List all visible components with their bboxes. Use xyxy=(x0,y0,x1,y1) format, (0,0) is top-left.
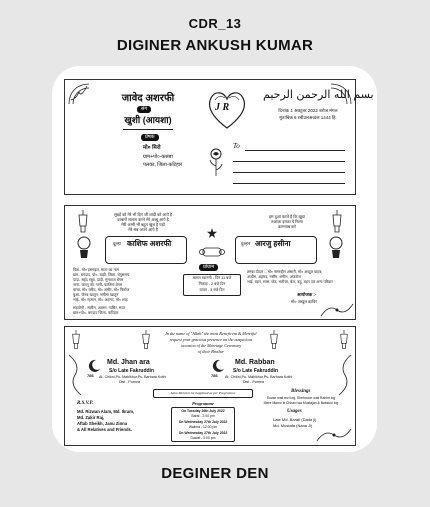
verse-line: मेरे सब अपने आये है xyxy=(128,227,158,232)
address-line: At- Chikni,Po- Mahikhur,Ps- Barhara Kothi xyxy=(99,375,167,379)
groom-name: Md. Jhan ara xyxy=(107,359,150,366)
verse-line: सुबहें को मेरे भी दिन जी शादी को आये है xyxy=(113,212,173,217)
design-code: CDR_13 xyxy=(188,16,242,31)
program-label: Programme xyxy=(192,401,214,406)
verse-line: कामयाब करे xyxy=(278,224,296,229)
detail-line: चाचा- मो० रसीद, मो० अमीर, मो० फिरोज xyxy=(73,288,130,292)
detail-line: तमन्ना दीदार :- मो० नसरुद्दीन अंसारी, मो० अब्दुल वाहब, xyxy=(247,270,323,274)
rsvp-label: R.S.V.P. xyxy=(77,401,94,406)
detail-line: नाना- कल्लू जी, नानी- फातिमा बेगम xyxy=(73,283,123,287)
sign-label: आयोजक :- xyxy=(297,292,317,297)
groom-name: जावेद अशरफी xyxy=(121,93,175,104)
detail-line: ग्राम+पो०- बगदाद जिला- कटिहार xyxy=(73,311,119,315)
footer-brand: DEGINER DEN xyxy=(161,465,269,482)
address-line: At- Chikni,Po- Mahikhur,Ps- Barhara Kothi xyxy=(225,375,293,379)
star-icon xyxy=(207,228,217,238)
detail-line: भाई- मो० रहमान, मो० अहमद, मो० शाह xyxy=(73,298,128,302)
invite-line: In the name of "Allah" the most Beneficent & Merciful xyxy=(165,331,257,336)
program-label: प्रोग्राम xyxy=(199,264,218,271)
monogram: J R xyxy=(215,102,230,113)
lantern-icon xyxy=(339,329,349,351)
floral-vine-icon xyxy=(317,427,351,443)
usage-line: Late Md. Barati (Dada ji) xyxy=(273,417,317,422)
bride-label: दुल्हन xyxy=(241,241,251,246)
detail-line: बुआ- जैनब खातून, नसीमा खातून xyxy=(73,293,119,297)
badge-786-icon xyxy=(329,236,343,260)
program-line: Dawat - 3:00 pm xyxy=(190,436,216,440)
bride-name: आरजु हसीना xyxy=(255,239,291,248)
bride-father: S/o Late Fakruddin xyxy=(233,368,279,374)
address-line: Dist - Purnea xyxy=(243,380,264,384)
invite-line: occasion of the Marriage Ceremony xyxy=(180,343,242,348)
hindi-invitation-card xyxy=(64,205,356,320)
lantern-icon xyxy=(77,210,89,234)
rose-icon xyxy=(207,146,225,178)
weds-badge: संग xyxy=(137,106,151,113)
invite-line: of their Brother xyxy=(197,349,225,354)
floral-vine-icon xyxy=(321,302,353,318)
sender-line: पलका, जिला-कटिहार xyxy=(143,162,183,168)
crescent-icon xyxy=(87,359,101,373)
detail-line: पिता- मो० इस्माइल, माता का नाम xyxy=(73,268,119,272)
detail-line: दादा- सईद रबूब, दादी- मुमताज बेगम xyxy=(73,278,124,282)
bride-name: खुशी (आयशा) xyxy=(124,115,172,125)
arabic-calligraphy: بسم الله الرحمن الرحيم xyxy=(263,88,374,101)
program-line: On Wednesday 27th July 2022 xyxy=(178,420,228,424)
floral-frame-icon xyxy=(67,355,87,395)
groom-father: S/o Late Fakruddin xyxy=(109,368,155,374)
program-line: On Wednesday 27th July 2022 xyxy=(178,431,228,435)
rsvp-line: Aftab Sheikh, Janu Zinna xyxy=(77,421,128,426)
sender-line: ग्राम+पो०-कसबा xyxy=(143,154,173,160)
rsvp-line: Md. Rizwan Alam, Md. Ikram, xyxy=(77,409,135,414)
invite-line: request your gracious presence on the auspicious xyxy=(169,337,253,342)
scroll-ornament-icon xyxy=(199,246,225,258)
blessings-label: Blessings xyxy=(291,389,311,394)
lantern-icon xyxy=(331,210,343,234)
designer-name: DIGINER ANKUSH KUMAR xyxy=(116,37,314,54)
usage-label: Usages xyxy=(287,409,302,414)
groom-name: काशिफ अशरफी xyxy=(127,239,172,248)
lantern-icon xyxy=(71,329,81,351)
corner-ornament-icon xyxy=(67,82,91,106)
bride-name: Md. Rabban xyxy=(235,359,275,366)
program-line: निकाह - 2 बजे दिन xyxy=(198,282,226,286)
date-line: मुताबिक 6 रबीउलअव्वल 1444 हि. xyxy=(279,115,337,120)
groom-label: दूल्हा xyxy=(113,241,121,246)
blessings-line: Suvan wali rezi log, Shehnoon wali Rahim log xyxy=(266,396,336,400)
program-line: दावत - 3 बजे दिन xyxy=(199,288,225,292)
rsvp-line: Md. Zakir Raj, xyxy=(77,415,105,420)
detail-line: अज़ीम, अहमद, नसीम, शमीम, अफरोज xyxy=(247,275,301,279)
verse-line: दरबारों सलाम करने मेरे अब्बू आये है xyxy=(117,217,169,222)
detail-line: भाई, बहन, सास, जेठ, भतीजा, बेटा, बहु, बहन एवं अन्य परिवार xyxy=(247,280,333,284)
rsvp-line: & All Relatives and Friends. xyxy=(77,427,132,432)
verse-line: तआला इनका ये रिश्ता xyxy=(271,219,303,224)
date-line: दिनांक 1 अक्टूबर 2022 बरोज मंगल xyxy=(278,108,338,113)
quote-text: Sahu Mehil to be bappined as per Programme xyxy=(170,391,236,395)
crescent-icon xyxy=(211,359,225,373)
sign-name: मो० अब्दुल कादिर xyxy=(291,299,317,304)
envelope-card xyxy=(64,79,374,195)
badge-786-icon xyxy=(77,236,91,260)
floral-frame-icon xyxy=(333,355,353,395)
address-line: Dist - Purnea xyxy=(119,380,140,384)
sender-line: मो० मिरो xyxy=(143,145,161,151)
to-label: To xyxy=(233,142,240,150)
detail-line: सहयोगी - सलीम, आलम, नासिर, सदर xyxy=(73,306,126,310)
badge-786: 786 xyxy=(87,373,94,378)
english-invitation-card xyxy=(64,326,356,446)
usage-line: Md. Mustafa (Nana Ji) xyxy=(273,423,313,428)
verse-line: हम दुआ करते हैं कि ख़ुदा xyxy=(269,214,305,219)
program-line: Barat - 2:00 pm xyxy=(191,414,215,418)
blessings-line: Mere Mamu ki Chhavi wa Mustajan & Bassuul log xyxy=(263,401,339,405)
badge-786: 786 xyxy=(211,373,218,378)
sender-label: प्रेषक xyxy=(141,134,159,141)
program-line: बारात रवानगी - दिन 11 बजे xyxy=(192,276,232,280)
detail-line: ग्राम- बगदाद, पो०- बाड़ी, जिला- बेगुसराय xyxy=(73,273,130,277)
verse-line: मेरी अम्मी भी बहुत खुश है यहाँ xyxy=(121,222,165,227)
program-line: On Tuesday 26th July 2022 xyxy=(181,409,225,413)
program-line: Walima - 12:00 pm xyxy=(188,425,218,429)
